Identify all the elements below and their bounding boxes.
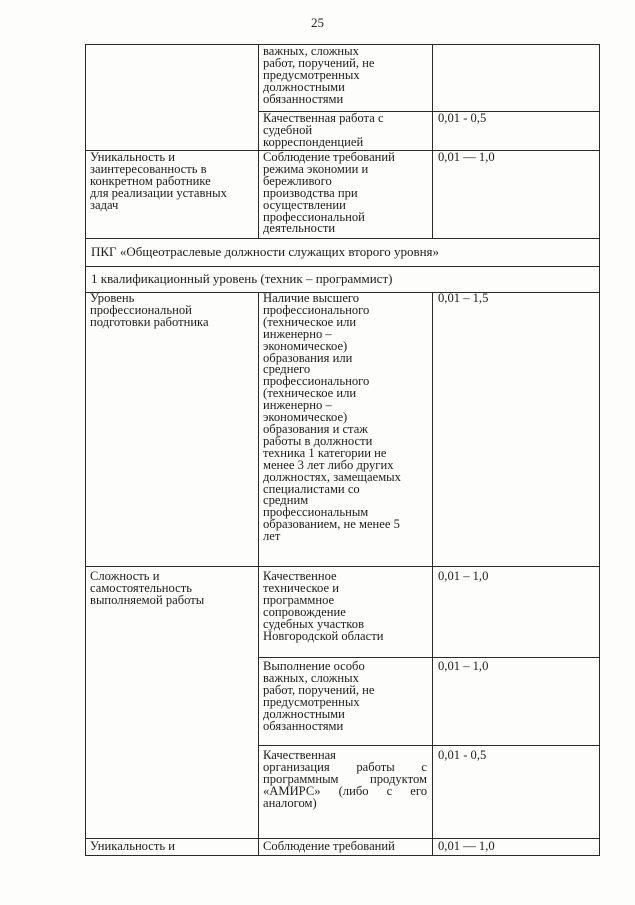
criterion-cell: Уникальность и xyxy=(90,839,176,853)
indicator-line: «АМИРС» (либо с его xyxy=(263,783,427,798)
indicator-cell: Качественная работа с судебной корреспонденцией xyxy=(263,111,384,149)
table-rule xyxy=(432,292,433,855)
value-cell: 0,01 - 0,5 xyxy=(438,111,487,125)
section-heading: ПКГ «Общеотраслевые должности служащих второго уровня» xyxy=(91,244,440,259)
criterion-cell: Уровень профессиональной подготовки работника xyxy=(90,291,209,329)
value-cell: 0,01 – 1,5 xyxy=(438,291,489,305)
table-rule xyxy=(432,44,433,238)
table-rule xyxy=(258,44,259,238)
value-cell: 0,01 – 1,0 xyxy=(438,569,489,583)
indicator-cell: Качественное техническое и программное сопровождение судебных участков Новгородской области xyxy=(263,569,384,643)
indicator-cell: Выполнение особо важных, сложных работ, поручений, не предусмотренных должностными обязанностями xyxy=(263,659,375,733)
indicator-cell xyxy=(263,750,427,810)
value-cell: 0,01 – 1,0 xyxy=(438,659,489,673)
indicator-line: аналогом) xyxy=(263,795,317,810)
table-rule xyxy=(258,657,600,658)
page-number: 25 xyxy=(311,15,324,30)
table-rule xyxy=(85,44,86,855)
indicator-cell: важных, сложных работ, поручений, не предусмотренных должностными обязанностями xyxy=(263,44,375,106)
indicator-line: Качественная xyxy=(263,748,336,762)
indicator-cell: Соблюдение требований xyxy=(263,839,395,853)
table-rule xyxy=(258,745,600,746)
table-rule xyxy=(258,292,259,855)
table-rule xyxy=(85,266,600,267)
indicator-cell: Наличие высшего профессионального (техническое или инженерно – экономическое) образования или среднего профессионального (техническое или инженерно – экономическое) образования и стаж работы в должности техника 1 категории не менее 3 лет либо других должностях, замещаемых специалистами со средним профессиональным образованием, не менее 5 лет xyxy=(263,291,401,544)
table-rule xyxy=(85,855,600,856)
criterion-cell: Сложность и самостоятельность выполняемой работы xyxy=(90,569,205,607)
value-cell: 0,01 — 1,0 xyxy=(438,150,495,164)
criterion-cell: Уникальность и заинтересованность в конкретном работнике для реализации уставных задач xyxy=(90,150,227,212)
table-rule xyxy=(85,566,600,567)
table-rule xyxy=(85,238,600,239)
indicator-line: организация работы с xyxy=(263,759,427,774)
table-rule xyxy=(599,44,600,855)
value-cell: 0,01 — 1,0 xyxy=(438,839,495,853)
section-heading: 1 квалификационный уровень (техник – программист) xyxy=(91,271,393,286)
indicator-line: программным продуктом xyxy=(263,771,427,786)
indicator-cell: Соблюдение требований режима экономии и бережливого производства при осуществлении профессиональной деятельности xyxy=(263,150,395,236)
value-cell: 0,01 - 0,5 xyxy=(438,748,487,762)
